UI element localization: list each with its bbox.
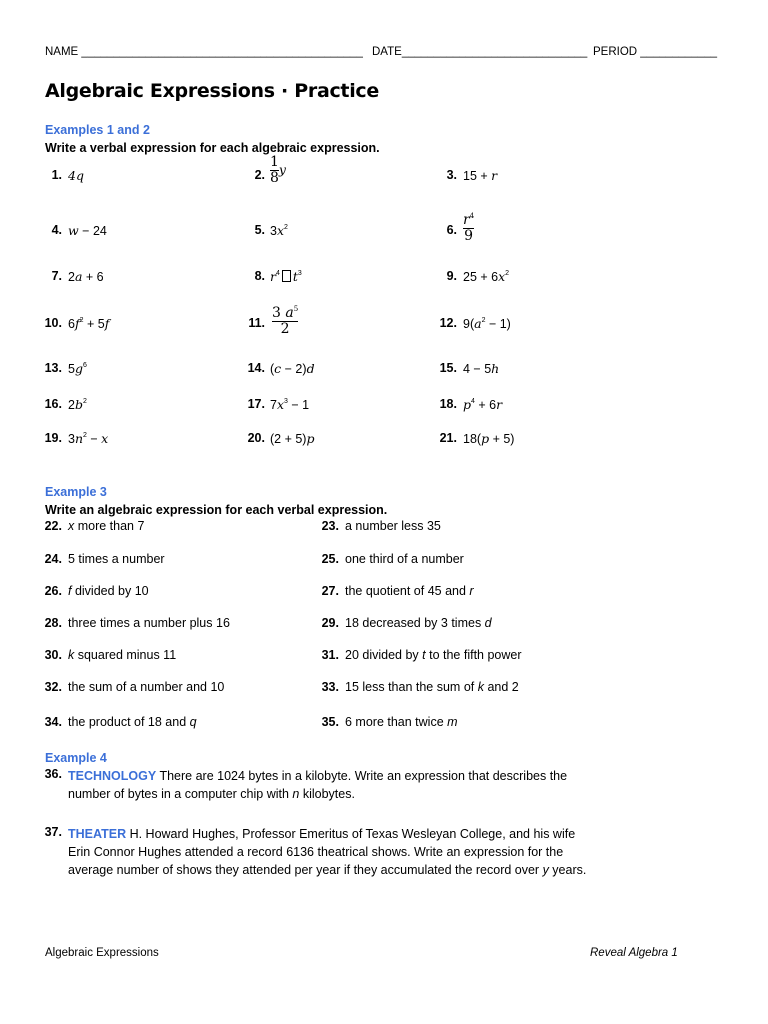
date-field[interactable]: DATE_____________________________ (372, 46, 588, 58)
footer-right: Reveal Algebra 1 (590, 947, 678, 959)
problem-number: 35. (321, 715, 339, 729)
topic-label: THEATER (68, 827, 127, 841)
problem-text: the quotient of 45 and r (345, 584, 474, 598)
problem-expression: 18(p + 5) (463, 431, 515, 446)
missing-glyph-box (282, 270, 291, 282)
problem-text: the product of 18 and q (68, 715, 197, 729)
problem-expression: $3x^2$ (270, 223, 288, 238)
problem-number: 12. (439, 316, 457, 330)
problem-text: one third of a number (345, 552, 464, 566)
problem-number: 21. (439, 431, 457, 445)
problem-number: 20. (247, 431, 265, 445)
section-heading-examples-1-2: Examples 1 and 2 (45, 123, 150, 137)
problem-number: 24. (44, 552, 62, 566)
problem-expression: $25 + 6x^2$ (463, 269, 510, 284)
problem-expression: $5g^6$ (68, 361, 87, 376)
problem-number: 4. (51, 223, 62, 237)
problem-expression: w − 24 (68, 223, 107, 238)
problem-expression: $r^4$ $t^3$ (270, 269, 302, 284)
problem-expression: $3n^2 - x$ (68, 431, 109, 446)
problem-expression: $2b^2$ (68, 397, 87, 412)
problem-number: 6. (446, 223, 457, 237)
problem-text: 15 less than the sum of k and 2 (345, 680, 519, 694)
problem-text: 20 divided by t to the fifth power (345, 648, 522, 662)
problem-number: 26. (44, 584, 62, 598)
problem-number: 1. (51, 168, 62, 182)
problem-expression: $\frac{3 a^5}{2}$ (272, 305, 299, 337)
problem-number: 17. (247, 397, 265, 411)
problem-number: 19. (44, 431, 62, 445)
problem-text: three times a number plus 16 (68, 616, 230, 630)
problem-expression: $\frac{r^4}{9}$ (463, 212, 475, 244)
problem-text: x more than 7 (68, 519, 145, 533)
problem-number: 33. (321, 680, 339, 694)
word-problem-37: THEATER H. Howard Hughes, Professor Emeritus of Texas Wesleyan College, and his wife Erin Connor Hughes attended a record 6136 theatrical shows. Write an expression for the average number of shows they attended per year if they accumulated the record over y years. (68, 827, 587, 877)
problem-number: 5. (254, 223, 265, 237)
problem-expression: $p^4 + 6r$ (463, 397, 503, 412)
problem-number: 11. (248, 316, 265, 330)
period-field[interactable]: PERIOD ____________ (593, 46, 718, 58)
problem-number: 30. (44, 648, 62, 662)
problem-number: 15. (439, 361, 457, 375)
section-instruction-1: Write a verbal expression for each algebraic expression. (45, 141, 380, 155)
problem-number: 36. (44, 767, 62, 781)
problem-number: 9. (446, 269, 457, 283)
problem-number: 3. (446, 168, 457, 182)
problem-number: 32. (44, 680, 62, 694)
problem-expression: $\frac{1}{8}$ y (270, 154, 286, 186)
problem-number: 34. (44, 715, 62, 729)
problem-text: 6 more than twice m (345, 715, 458, 729)
footer-left: Algebraic Expressions (45, 947, 159, 959)
problem-number: 29. (321, 616, 339, 630)
problem-number: 16. (44, 397, 62, 411)
name-field[interactable]: NAME ____________________________________________ (45, 46, 363, 58)
problem-number: 23. (321, 519, 339, 533)
problem-text: f divided by 10 (68, 584, 149, 598)
problem-text: 18 decreased by 3 times d (345, 616, 492, 630)
problem-number: 13. (44, 361, 62, 375)
problem-text: a number less 35 (345, 519, 441, 533)
problem-text: k squared minus 11 (68, 648, 177, 662)
problem-expression: 4 − 5h (463, 361, 500, 376)
word-problem-36: TECHNOLOGY There are 1024 bytes in a kilobyte. Write an expression that describes the number of bytes in a computer chip with n kilobytes. (68, 769, 568, 801)
problem-number: 10. (44, 316, 62, 330)
section-heading-example-4: Example 4 (45, 751, 107, 765)
problem-expression: (c − 2)d (270, 361, 315, 376)
problem-expression: 4q (68, 168, 84, 183)
problem-number: 7. (51, 269, 62, 283)
section-heading-example-3: Example 3 (45, 485, 107, 499)
problem-text: the sum of a number and 10 (68, 680, 225, 694)
problem-number: 28. (44, 616, 62, 630)
section-instruction-2: Write an algebraic expression for each verbal expression. (45, 503, 388, 517)
problem-expression: $7x^3 - 1$ (270, 397, 310, 412)
problem-number: 31. (321, 648, 339, 662)
problem-number: 37. (44, 825, 62, 839)
problem-expression: 15 + r (463, 168, 498, 183)
problem-number: 25. (321, 552, 339, 566)
problem-number: 2. (254, 168, 265, 182)
problem-number: 8. (254, 269, 265, 283)
topic-label: TECHNOLOGY (68, 769, 157, 783)
problem-expression: (2 + 5)p (270, 431, 315, 446)
problem-number: 18. (439, 397, 457, 411)
problem-number: 27. (321, 584, 339, 598)
problem-text: 5 times a number (68, 552, 165, 566)
problem-expression: $6f^2 + 5f$ (68, 316, 110, 331)
problem-number: 22. (44, 519, 62, 533)
problem-expression: $9(a^2 - 1)$ (463, 316, 511, 331)
problem-number: 14. (247, 361, 265, 375)
page-title: Algebraic Expressions · Practice (45, 80, 379, 102)
problem-expression: 2a + 6 (68, 269, 104, 284)
